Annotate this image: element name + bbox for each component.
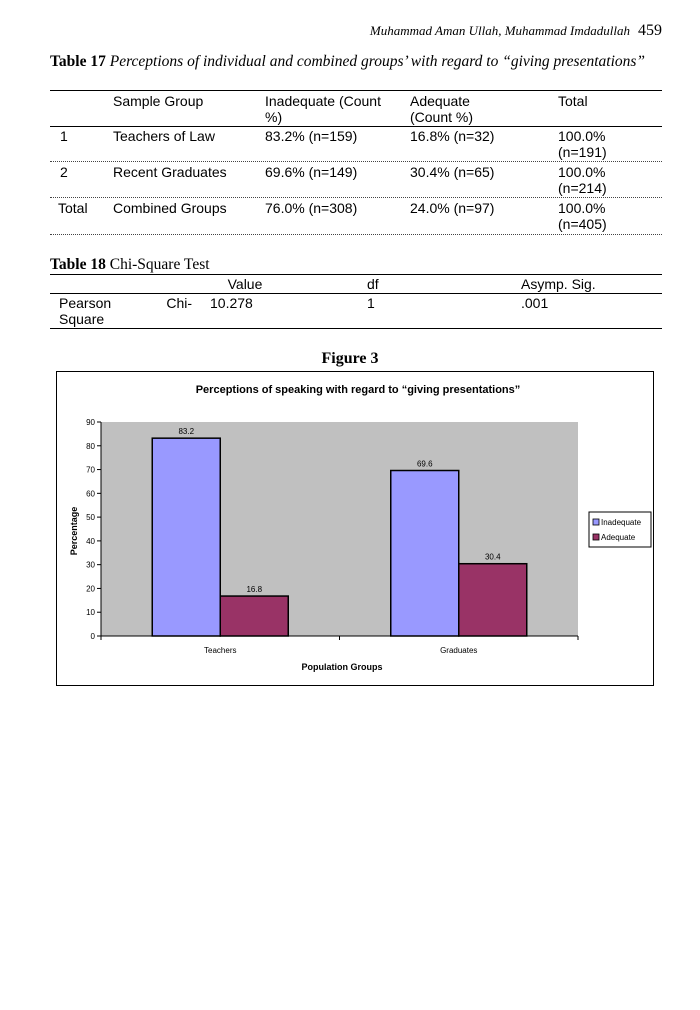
table17-header-rule xyxy=(50,126,662,127)
figure-label: Figure 3 xyxy=(321,350,379,367)
t17-r1-total: 100.0% (n=191) xyxy=(558,128,607,160)
data-label-teachers-inadequate: 83.2 xyxy=(178,427,195,437)
chart-title: Perceptions of speaking with regard to “giving presentations” xyxy=(195,384,521,396)
data-label-graduates-inadequate: 69.6 xyxy=(416,459,433,469)
data-label-teachers-adequate: 16.8 xyxy=(246,585,263,595)
t18-header-value: Value xyxy=(227,276,263,292)
t17-r3-inadequate: 76.0% (n=308) xyxy=(265,200,358,216)
t17-r1-inadequate: 83.2% (n=159) xyxy=(265,128,358,144)
table17-bottom-rule xyxy=(50,234,662,235)
table17-caption-text: Perceptions of individual and combined groups’ with regard to “giving presentations” xyxy=(109,53,646,70)
t17-header-adequate: Adequate (Count %) xyxy=(410,93,474,125)
page-number: 459 xyxy=(638,22,662,39)
t17-r3-total: 100.0% (n=405) xyxy=(558,200,607,232)
y-tick-label-70: 70 xyxy=(86,465,95,475)
bar-teachers-adequate xyxy=(220,596,288,636)
x-axis-label: Population Groups xyxy=(301,662,383,672)
legend-label-adequate: Adequate xyxy=(601,533,636,542)
y-tick-label-20: 20 xyxy=(86,584,95,594)
chart-legend xyxy=(589,512,651,547)
t18-df: 1 xyxy=(367,295,375,311)
table18-caption-text: Chi-Square Test xyxy=(109,256,210,273)
legend-swatch-inadequate xyxy=(593,519,599,525)
t17-r3-adequate: 24.0% (n=97) xyxy=(410,200,495,216)
y-tick-label-0: 0 xyxy=(90,632,95,641)
chart-frame xyxy=(56,371,654,686)
y-tick-label-80: 80 xyxy=(86,441,95,451)
t18-header-df: df xyxy=(367,276,379,292)
t18-sig: .001 xyxy=(521,295,549,311)
table17-label: Table 17 xyxy=(50,53,106,70)
table18-top-rule xyxy=(50,274,662,275)
t17-r1-group: Teachers of Law xyxy=(113,128,215,144)
table18-header-rule xyxy=(50,293,662,294)
t18-value: 10.278 xyxy=(210,295,253,311)
y-tick-label-40: 40 xyxy=(86,536,95,546)
legend-label-inadequate: Inadequate xyxy=(601,518,642,527)
x-tick-label-graduates: Graduates xyxy=(440,646,478,655)
t17-r2-num: 2 xyxy=(60,164,68,180)
t18-header-sig: Asymp. Sig. xyxy=(521,276,596,292)
bar-graduates-adequate xyxy=(459,564,527,636)
y-tick-label-90: 90 xyxy=(86,418,95,427)
legend-swatch-adequate xyxy=(593,534,599,540)
t17-r1-num: 1 xyxy=(60,128,68,144)
table17-row1-rule xyxy=(50,161,662,162)
data-label-graduates-adequate: 30.4 xyxy=(484,552,501,562)
t17-r1-adequate: 16.8% (n=32) xyxy=(410,128,495,144)
bar-teachers-inadequate xyxy=(152,438,220,636)
y-tick-label-60: 60 xyxy=(86,489,95,499)
t17-r2-group: Recent Graduates xyxy=(113,164,227,180)
t18-pearson-label: Pearson Chi-Square xyxy=(59,295,192,327)
table18-label: Table 18 xyxy=(50,256,106,273)
running-header xyxy=(370,22,662,40)
t17-r3-num: Total xyxy=(58,200,88,216)
table18-caption xyxy=(50,255,210,274)
y-tick-label-10: 10 xyxy=(86,608,95,618)
y-tick-label-50: 50 xyxy=(86,513,95,523)
t17-r2-inadequate: 69.6% (n=149) xyxy=(265,164,358,180)
y-axis-label: Percentage xyxy=(69,506,79,556)
table18-bottom-rule xyxy=(50,328,662,329)
bar-graduates-inadequate xyxy=(391,471,459,636)
t17-header-total: Total xyxy=(558,93,588,109)
t17-header-inadequate: Inadequate (Count %) xyxy=(265,93,381,125)
t17-r3-group: Combined Groups xyxy=(113,200,227,216)
t17-r2-total: 100.0% (n=214) xyxy=(558,164,607,196)
table17-row2-rule xyxy=(50,197,662,198)
bar-chart xyxy=(56,371,654,686)
x-tick-label-teachers: Teachers xyxy=(204,646,237,655)
table17-top-rule xyxy=(50,90,662,91)
y-tick-label-30: 30 xyxy=(86,560,95,570)
t17-header-sample-group: Sample Group xyxy=(113,93,204,109)
t17-r2-adequate: 30.4% (n=65) xyxy=(410,164,495,180)
header-authors: Muhammad Aman Ullah, Muhammad Imdadullah xyxy=(369,23,630,38)
table17-caption xyxy=(50,52,662,71)
